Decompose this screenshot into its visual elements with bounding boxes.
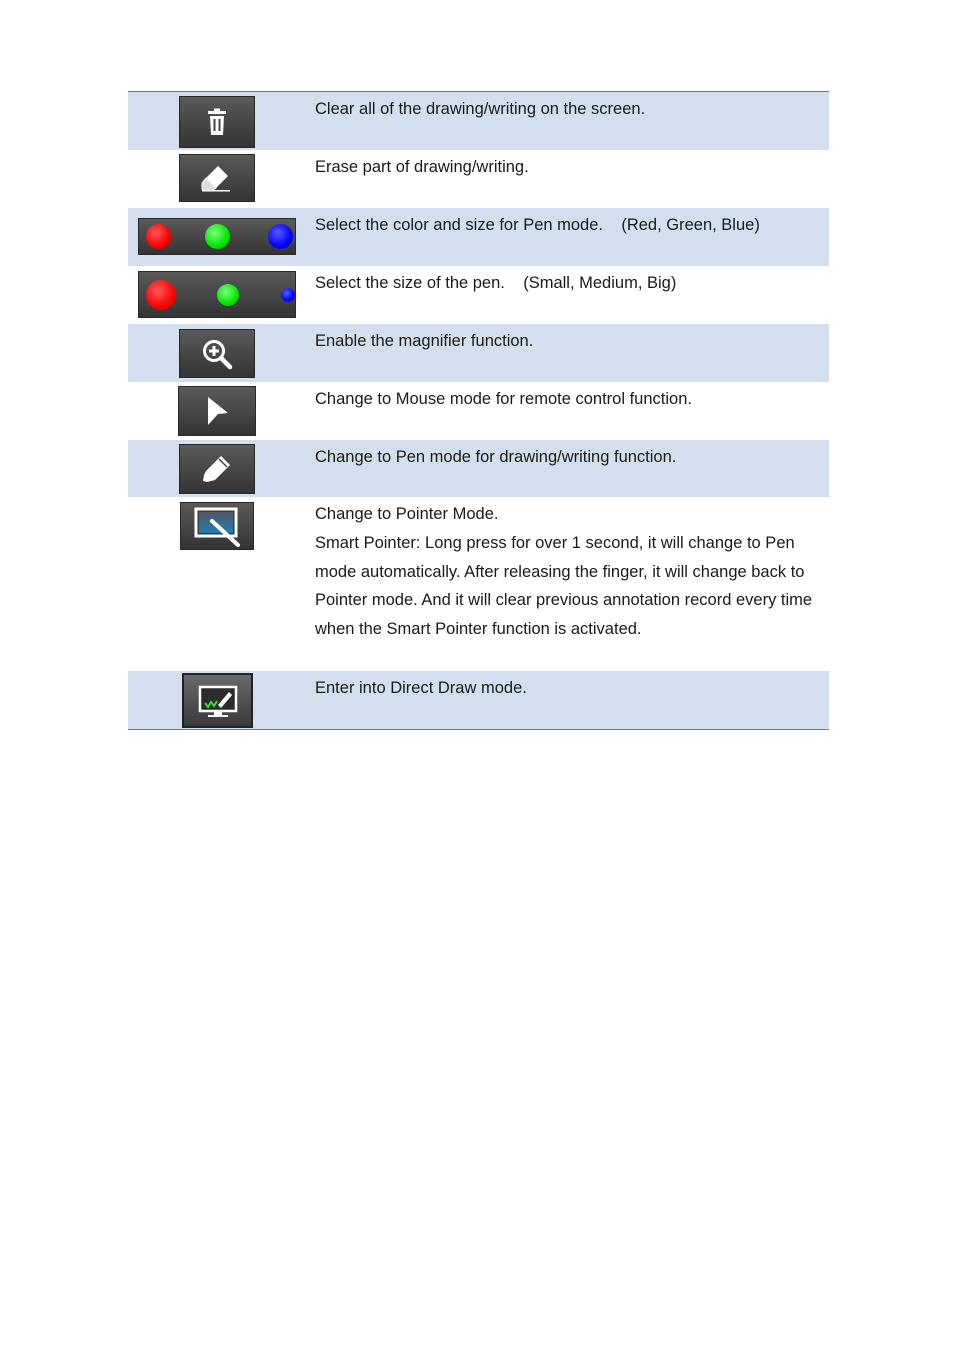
table-row-pointer [128, 497, 829, 671]
icon-cell [128, 497, 305, 671]
icon-cell [128, 382, 305, 440]
screen-pointer-icon[interactable] [180, 502, 254, 550]
icon-cell [128, 324, 305, 382]
description-line: Clear all of the drawing/writing on the screen. [315, 100, 646, 118]
table-row-direct-draw [128, 671, 829, 729]
description [305, 150, 829, 208]
description [305, 324, 829, 382]
description-line: Select the color and size for Pen mode. (Red, Green, Blue) [315, 216, 760, 234]
table-row-size [128, 266, 829, 324]
color-dots-icon[interactable] [138, 218, 296, 255]
eraser-icon[interactable] [179, 154, 255, 202]
small-dot-icon[interactable] [281, 288, 295, 302]
description [305, 92, 829, 150]
description-line: Enter into Direct Draw mode. [315, 679, 527, 697]
description [305, 671, 829, 729]
description-line: Change to Pen mode for drawing/writing function. [315, 448, 677, 466]
table-row-erase [128, 150, 829, 208]
big-dot-icon[interactable] [146, 280, 176, 310]
description-line: Enable the magnifier function. [315, 332, 534, 350]
green-dot-icon[interactable] [205, 224, 230, 249]
icon-cell [128, 150, 305, 208]
table-row-pen [128, 440, 829, 497]
description [305, 382, 829, 440]
size-dots-icon[interactable] [138, 271, 296, 318]
magnifier-icon[interactable] [179, 329, 255, 378]
description [305, 440, 829, 497]
icon-cell [128, 92, 305, 150]
icon-cell [128, 266, 305, 324]
description-line: Erase part of drawing/writing. [315, 158, 529, 176]
mouse-pointer-icon[interactable] [178, 386, 256, 436]
table-row-magnifier [128, 324, 829, 382]
blue-dot-icon[interactable] [268, 224, 293, 249]
description [305, 208, 829, 266]
trash-icon[interactable] [179, 96, 255, 148]
toolbar-function-table [128, 91, 829, 730]
table-row-clear [128, 92, 829, 150]
description [305, 497, 829, 671]
medium-dot-icon[interactable] [217, 284, 239, 306]
table-row-color [128, 208, 829, 266]
icon-cell [128, 440, 305, 497]
description-line: Change to Pointer Mode. [315, 505, 499, 523]
table-row-mouse [128, 382, 829, 440]
description-line: Select the size of the pen. (Small, Medium, Big) [315, 274, 677, 292]
red-dot-icon[interactable] [146, 224, 171, 249]
description [305, 266, 829, 324]
direct-draw-icon[interactable] [182, 673, 253, 728]
description-line: Change to Mouse mode for remote control function. [315, 390, 692, 408]
description-line: Smart Pointer: Long press for over 1 second, it will change to Pen mode automatically. After releasing the finger, it will change back to Pointer mode. And it will clear previous annotation record every time when the Smart Pointer function is activated. [315, 533, 813, 639]
icon-cell [128, 208, 305, 266]
icon-cell [128, 671, 305, 729]
pen-icon[interactable] [179, 444, 255, 494]
